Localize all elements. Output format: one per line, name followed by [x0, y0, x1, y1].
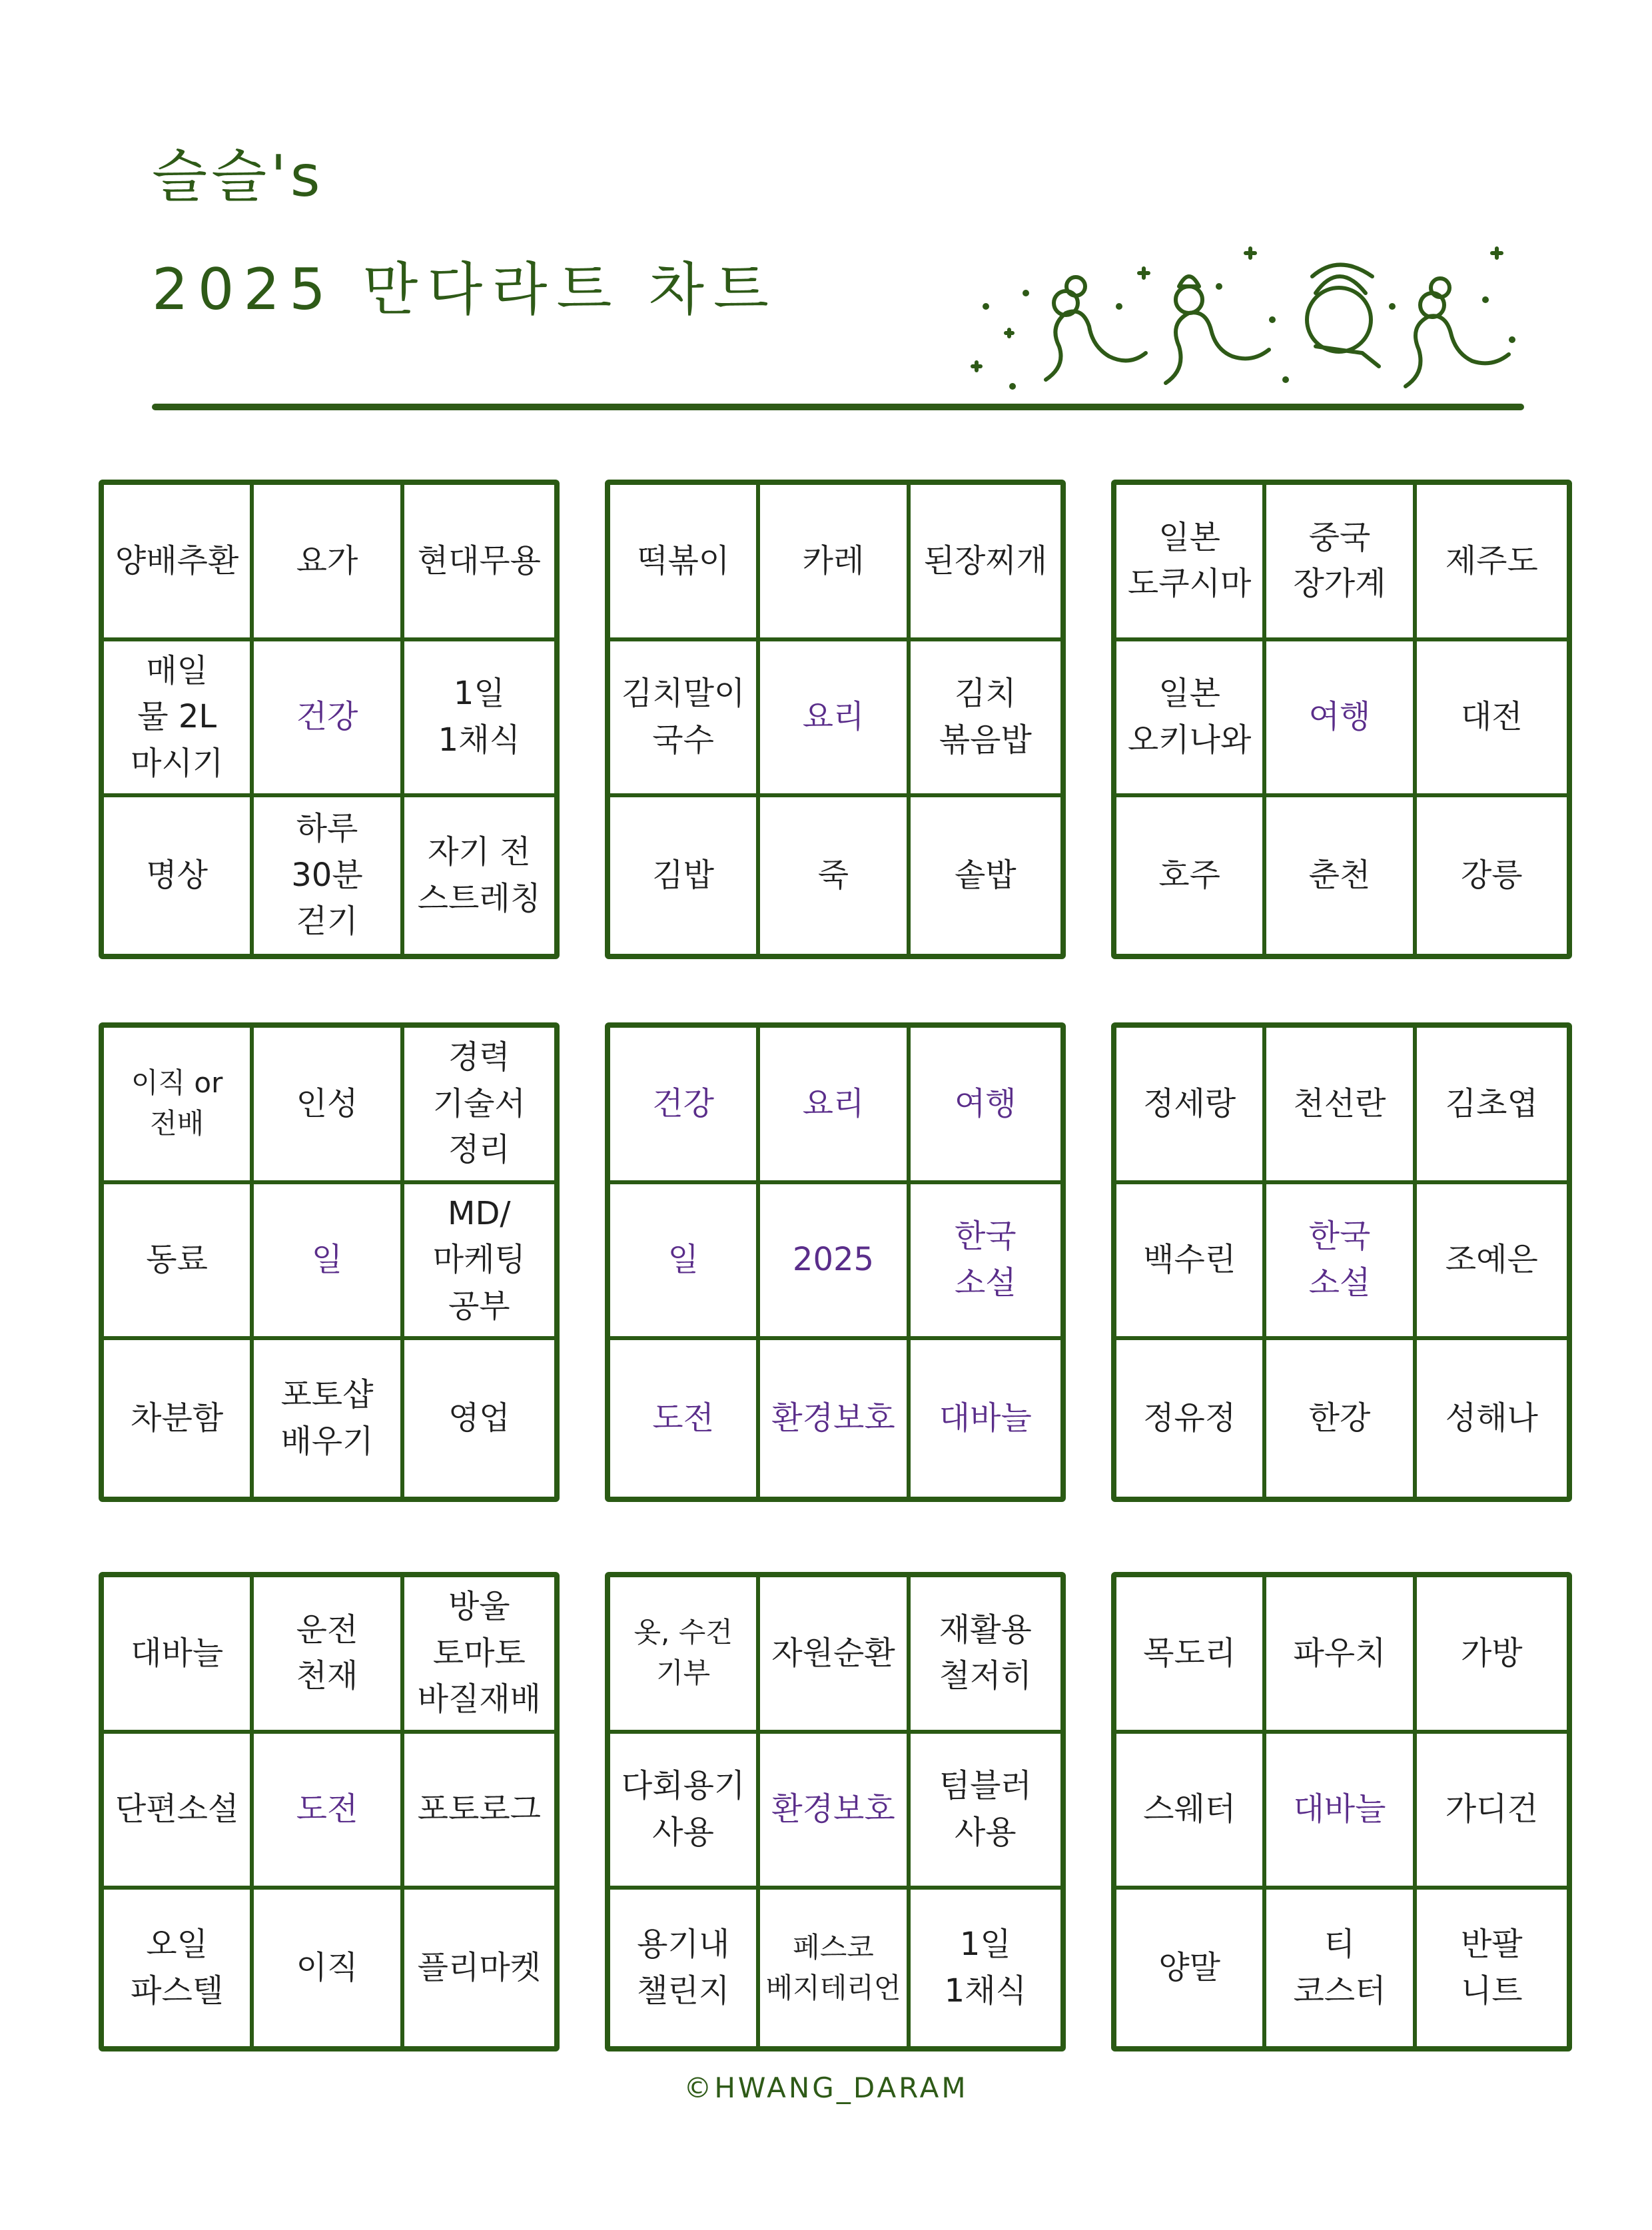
mandalart-center-cell: 여행 — [1266, 641, 1416, 798]
mandalart-cell: 된장찌개 — [911, 485, 1060, 641]
mandalart-cell: 도전 — [610, 1340, 760, 1497]
mandalart-cell: 1일 1채식 — [944, 1926, 1027, 2010]
mandalart-block — [99, 1572, 560, 2051]
mandalart-cell: 백수린 — [1116, 1184, 1266, 1341]
mandalart-cell: 텀블러 사용 — [911, 1734, 1060, 1890]
mandalart-cell: 방울 토마토 바질재배 — [404, 1577, 554, 1734]
mandalart-cell: 정세랑 — [1116, 1028, 1266, 1184]
mandalart-cell: 이직 or 전배 — [104, 1028, 254, 1184]
mandalart-center-cell: 건강 — [254, 641, 404, 798]
mandalart-cell: 솥밥 — [954, 856, 1017, 894]
mandalart-cell: 일본 오키나와 — [1116, 641, 1266, 798]
mandalart-cell: 양배추환 — [104, 485, 254, 641]
mandalart-cell: 강릉 — [1460, 856, 1523, 894]
mandalart-cell: 한강 — [1266, 1340, 1416, 1497]
mandalart-block — [605, 1022, 1066, 1502]
mandalart-cell: 대바늘 — [939, 1399, 1032, 1437]
mandalart-cell: 동료 — [104, 1184, 254, 1341]
mandalart-center-cell: 일 — [254, 1184, 404, 1341]
mandalart-cell: 영업 — [448, 1399, 510, 1437]
mandalart-cell: 김밥 — [610, 797, 760, 954]
mandalart-cell: 정유정 — [1116, 1340, 1266, 1497]
mandalart-block — [99, 480, 560, 959]
mandalart-cell: 단편소설 — [104, 1734, 254, 1890]
mandalart-cell: 옷, 수건 기부 — [610, 1577, 760, 1734]
mandalart-cell: 용기내 챌린지 — [610, 1890, 760, 2046]
chart-title-owner: 슬슬's — [152, 143, 324, 210]
mandalart-cell: 한국 소설 — [911, 1184, 1060, 1341]
mandalart-cell: 차분함 — [104, 1340, 254, 1497]
mandalart-cell: 파우치 — [1266, 1577, 1416, 1734]
mandalart-cell: 운전 천재 — [254, 1577, 404, 1734]
mandalart-cell: 목도리 — [1116, 1577, 1266, 1734]
mandalart-cell: 춘천 — [1266, 797, 1416, 954]
mandalart-block — [1111, 480, 1572, 959]
mandalart-cell: 티 코스터 — [1266, 1890, 1416, 2046]
mandalart-cell: 다회용기 사용 — [610, 1734, 760, 1890]
mandalart-cell: 양말 — [1116, 1890, 1266, 2046]
mandalart-block — [1111, 1022, 1572, 1502]
mandalart-cell: 환경보호 — [760, 1340, 910, 1497]
mandalart-cell: 플리마켓 — [417, 1948, 542, 1986]
mandalart-cell: 성해나 — [1445, 1399, 1538, 1437]
header-divider — [152, 404, 1524, 410]
mandalart-cell: 매일 물 2L 마시기 — [104, 641, 254, 798]
chart-title-main: 2025 만다라트 차트 — [152, 256, 778, 323]
mandalart-center-cell: 도전 — [254, 1734, 404, 1890]
mandalart-cell: 떡볶이 — [610, 485, 760, 641]
mandalart-center-cell: 대바늘 — [1266, 1734, 1416, 1890]
mandalart-cell: 일 — [610, 1184, 760, 1341]
mandalart-cell: 재활용 철저히 — [911, 1577, 1060, 1734]
mandalart-cell: 포토샵 배우기 — [254, 1340, 404, 1497]
mandalart-cell: 김초엽 — [1417, 1028, 1567, 1184]
artist-credit: ©HWANG_DARAM — [683, 2071, 969, 2104]
mandalart-cell: 현대무용 — [404, 485, 554, 641]
mandalart-cell: 포토로그 — [404, 1734, 554, 1890]
mandalart-cell: 대전 — [1417, 641, 1567, 798]
mandalart-cell: 하루 30분 걷기 — [254, 797, 404, 954]
mandalart-cell: 요가 — [254, 485, 404, 641]
mandalart-cell: 페스코 베지테리언 — [760, 1890, 910, 2046]
mandalart-cell: 경력 기술서 정리 — [404, 1028, 554, 1184]
mandalart-cell: 반팔 니트 — [1460, 1926, 1523, 2010]
mandalart-cell: 요리 — [760, 1028, 910, 1184]
mandalart-cell: 카레 — [760, 485, 910, 641]
mascot-illustration — [966, 213, 1525, 413]
mandalart-cell: 이직 — [254, 1890, 404, 2046]
mandalart-cell: 자기 전 스트레칭 — [417, 833, 542, 917]
mandalart-cell: 호주 — [1116, 797, 1266, 954]
mandalart-cell: 자원순환 — [760, 1577, 910, 1734]
mandalart-cell: 스웨터 — [1116, 1734, 1266, 1890]
mandalart-cell: 명상 — [104, 797, 254, 954]
mandalart-block — [99, 1022, 560, 1502]
mandalart-cell: MD/ 마케팅 공부 — [404, 1184, 554, 1341]
mandalart-cell: 김치 볶음밥 — [911, 641, 1060, 798]
mandalart-block — [605, 480, 1066, 959]
mandalart-cell: 1일 1채식 — [404, 641, 554, 798]
mandalart-cell: 오일 파스텔 — [104, 1890, 254, 2046]
mandalart-block — [605, 1572, 1066, 2051]
mandalart-cell: 천선란 — [1266, 1028, 1416, 1184]
mandalart-block — [1111, 1572, 1572, 2051]
mandalart-cell: 죽 — [760, 797, 910, 954]
mandalart-center-cell: 2025 — [760, 1184, 910, 1341]
mandalart-cell: 김치말이 국수 — [610, 641, 760, 798]
mandalart-cell: 여행 — [911, 1028, 1060, 1184]
mandalart-cell: 일본 도쿠시마 — [1116, 485, 1266, 641]
mandalart-cell: 중국 장가계 — [1266, 485, 1416, 641]
mandalart-cell: 대바늘 — [104, 1577, 254, 1734]
mandalart-cell: 조예은 — [1417, 1184, 1567, 1341]
mandalart-cell: 건강 — [610, 1028, 760, 1184]
mandalart-cell: 인성 — [254, 1028, 404, 1184]
mandalart-center-cell: 환경보호 — [760, 1734, 910, 1890]
mandalart-center-cell: 한국 소설 — [1266, 1184, 1416, 1341]
mandalart-cell: 가방 — [1417, 1577, 1567, 1734]
mandalart-cell: 가디건 — [1417, 1734, 1567, 1890]
mandalart-center-cell: 요리 — [760, 641, 910, 798]
mandalart-cell: 제주도 — [1417, 485, 1567, 641]
